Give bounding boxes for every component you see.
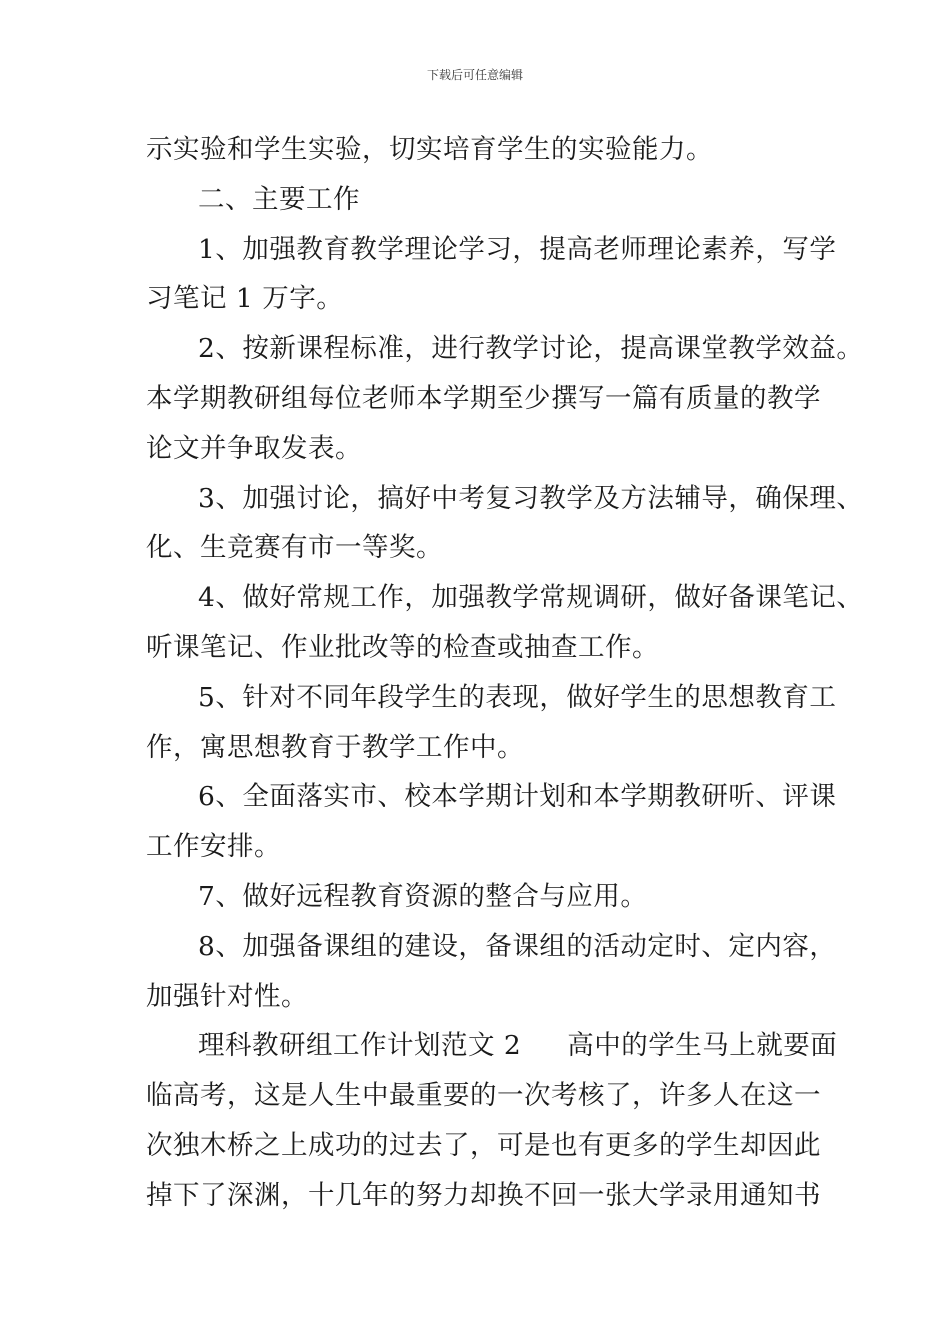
body-line-7: 论文并争取发表。 — [146, 432, 362, 464]
body-line-19 — [146, 1021, 838, 1071]
section-heading: 二、主要工作 — [198, 183, 360, 215]
body-line-18: 加强针对性。 — [146, 980, 308, 1012]
page-header: 下载后可任意编辑 — [426, 68, 523, 82]
body-line-14: 6、全面落实市、校本学期计划和本学期教研听、评课 — [198, 781, 837, 813]
body-line-22: 掉下了深渊，十几年的努力却换不回一张大学录用通知书 — [146, 1179, 821, 1211]
body-line-11: 听课笔记、作业批改等的检查或抽查工作。 — [146, 631, 659, 663]
document-body — [146, 125, 864, 1221]
body-line-4: 习笔记 1 万字。 — [146, 283, 344, 315]
body-line-12: 5、针对不同年段学生的表现，做好学生的思想教育工 — [198, 681, 837, 713]
body-line-20: 临高考，这是人生中最重要的一次考核了，许多人在这一 — [146, 1080, 821, 1112]
body-line-16: 7、做好远程教育资源的整合与应用。 — [198, 880, 648, 912]
body-line-10: 4、做好常规工作，加强教学常规调研，做好备课笔记、 — [198, 582, 864, 614]
body-line-5: 2、按新课程标准，进行教学讨论，提高课堂教学效益。 — [198, 333, 864, 365]
body-line-3: 1、加强教育教学理论学习，提高老师理论素养，写学 — [198, 233, 837, 265]
body-line-8: 3、加强讨论，搞好中考复习教学及方法辅导，确保理、 — [198, 482, 864, 514]
body-line-13: 作，寓思想教育于教学工作中。 — [146, 731, 524, 763]
body-line-1: 示实验和学生实验，切实培育学生的实验能力。 — [146, 134, 713, 165]
body-line-9: 化、生竞赛有市一等奖。 — [146, 532, 443, 564]
body-line-6: 本学期教研组每位老师本学期至少撰写一篇有质量的教学 — [146, 382, 821, 414]
article-title: 理科教研组工作计划范文 2 — [198, 1030, 522, 1062]
body-line-15: 工作安排。 — [146, 831, 281, 863]
body-line-21: 次独木桥之上成功的过去了，可是也有更多的学生却因此 — [146, 1129, 821, 1161]
article-opening: 高中的学生马上就要面 — [567, 1030, 838, 1062]
body-line-17: 8、加强备课组的建设，备课组的活动定时、定内容， — [198, 930, 837, 962]
